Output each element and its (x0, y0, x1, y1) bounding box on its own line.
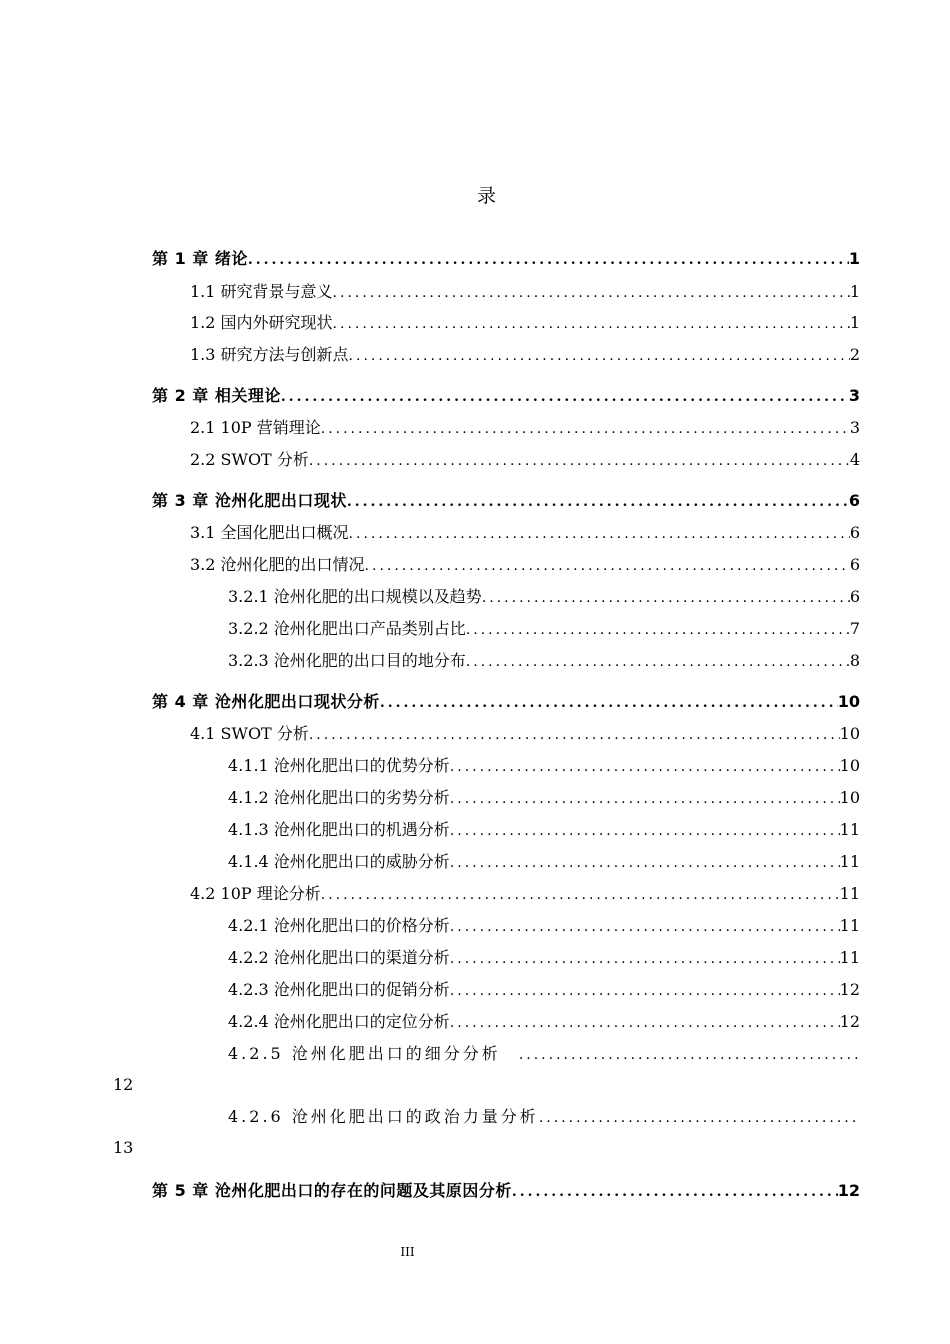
toc-section-4-2[interactable] (190, 882, 860, 906)
dot-leader (450, 819, 840, 842)
toc-label: 2.2 SWOT 分析 (190, 450, 309, 469)
toc-label: 3.2.2 沧州化肥出口产品类别占比 (228, 619, 466, 638)
toc-page-number: 3 (849, 418, 860, 437)
toc-label: 1.3 研究方法与创新点 (190, 345, 349, 364)
dot-leader (365, 554, 850, 577)
toc-label: 1.2 国内外研究现状 (190, 313, 333, 332)
toc-chapter-2[interactable] (152, 384, 860, 408)
toc-section-3-1[interactable] (190, 521, 860, 545)
toc-label: 4.2.1 沧州化肥出口的价格分析 (228, 916, 450, 935)
toc-page-number: 1 (848, 249, 860, 268)
toc-label: 1.1 研究背景与意义 (190, 282, 333, 301)
dot-leader (450, 979, 840, 1002)
toc-page-number: 6 (849, 555, 860, 574)
toc-subsection-4-1-4[interactable] (228, 850, 860, 874)
dot-leader (450, 947, 840, 970)
toc-page-number: 6 (849, 523, 860, 542)
dot-leader (466, 618, 850, 641)
dot-leader (309, 449, 850, 472)
dot-leader (450, 915, 840, 938)
toc-subsection-3-2-1[interactable] (228, 585, 860, 609)
toc-page-number: 11 (839, 884, 860, 903)
toc-section-1-1[interactable] (190, 280, 860, 304)
toc-label: 第 1 章 绪论 (152, 249, 248, 268)
toc-page-number: 10 (837, 692, 860, 711)
toc-page-number: 10 (839, 788, 860, 807)
toc-label: 4.1.3 沧州化肥出口的机遇分析 (228, 820, 450, 839)
dot-leader (519, 1043, 860, 1066)
toc-section-1-3[interactable] (190, 343, 860, 367)
toc-page-number: 11 (839, 916, 860, 935)
dot-leader (321, 883, 840, 906)
toc-page-number: 11 (839, 948, 860, 967)
toc-subsection-4-2-2[interactable] (228, 946, 860, 970)
toc-subsection-4-2-4[interactable] (228, 1010, 860, 1034)
toc-page-number: 11 (839, 852, 860, 871)
dot-leader (333, 281, 850, 304)
toc-page-number: 12 (839, 980, 860, 999)
toc-page-number: 10 (839, 756, 860, 775)
toc-label: 3.2.3 沧州化肥的出口目的地分布 (228, 651, 466, 670)
toc-page-number: 3 (848, 386, 860, 405)
toc-chapter-3[interactable] (152, 489, 860, 513)
toc-subsection-4-2-1[interactable] (228, 914, 860, 938)
toc-label: 4.2 10P 理论分析 (190, 884, 321, 903)
toc-chapter-1[interactable] (152, 247, 860, 271)
toc-label: 4.2.2 沧州化肥出口的渠道分析 (228, 948, 450, 967)
toc-label: 4.1.4 沧州化肥出口的威胁分析 (228, 852, 450, 871)
toc-label: 第 3 章 沧州化肥出口现状 (152, 491, 347, 510)
dot-leader (349, 522, 850, 545)
toc-page-number: 6 (849, 587, 860, 606)
dot-leader (333, 312, 850, 335)
toc-section-1-2[interactable] (190, 311, 860, 335)
toc-page-number: 11 (839, 820, 860, 839)
toc-subsection-4-1-2[interactable] (228, 786, 860, 810)
toc-label: 4.1.1 沧州化肥出口的优势分析 (228, 756, 450, 775)
toc-section-3-2[interactable] (190, 553, 860, 577)
dot-leader (466, 650, 850, 673)
toc-label: 3.2.1 沧州化肥的出口规模以及趋势 (228, 587, 482, 606)
toc-page-number: 4 (849, 450, 860, 469)
toc-label: 2.1 10P 营销理论 (190, 418, 321, 437)
toc-subsection-4-1-1[interactable] (228, 754, 860, 778)
dot-leader (450, 851, 840, 874)
dot-leader (450, 755, 840, 778)
toc-section-2-2[interactable] (190, 448, 860, 472)
toc-page-number: 1 (849, 282, 860, 301)
toc-page-number: 8 (849, 651, 860, 670)
dot-leader (482, 586, 850, 609)
toc-label: 第 4 章 沧州化肥出口现状分析 (152, 692, 380, 711)
dot-leader (281, 385, 849, 408)
toc-chapter-4[interactable] (152, 690, 860, 714)
footer-page-number: III (400, 1245, 415, 1259)
toc-label: 4.2.5 沧州化肥出口的细分分析 (228, 1044, 501, 1063)
toc-subsection-3-2-2[interactable] (228, 617, 860, 641)
toc-label: 4.1.2 沧州化肥出口的劣势分析 (228, 788, 450, 807)
toc-subsection-4-2-3[interactable] (228, 978, 860, 1002)
toc-page-number: 12 (837, 1181, 860, 1200)
toc-section-4-1[interactable] (190, 722, 860, 746)
dot-leader (349, 344, 850, 367)
dot-leader (450, 787, 840, 810)
toc-subsection-4-2-5[interactable] (228, 1042, 860, 1066)
toc-label: 4.1 SWOT 分析 (190, 724, 309, 743)
dot-leader (347, 490, 849, 513)
toc-page-number: 10 (839, 724, 860, 743)
toc-chapter-5[interactable] (152, 1179, 860, 1203)
toc-label: 3.1 全国化肥出口概况 (190, 523, 349, 542)
dot-leader (380, 691, 838, 714)
dot-leader (512, 1180, 838, 1203)
toc-label: 4.2.3 沧州化肥出口的促销分析 (228, 980, 450, 999)
toc-page-number-wrapped: 12 (113, 1075, 134, 1094)
toc-section-2-1[interactable] (190, 416, 860, 440)
toc-label: 第 2 章 相关理论 (152, 386, 281, 405)
toc-subsection-3-2-3[interactable] (228, 649, 860, 673)
toc-label: 第 5 章 沧州化肥出口的存在的问题及其原因分析 (152, 1181, 512, 1200)
dot-leader (309, 723, 840, 746)
toc-page-number-wrapped: 13 (113, 1138, 134, 1157)
toc-page-number: 1 (849, 313, 860, 332)
dot-leader (539, 1106, 860, 1129)
dot-leader (450, 1011, 840, 1034)
dot-leader (248, 248, 849, 271)
page-title: 录 (476, 185, 496, 207)
toc-label: 3.2 沧州化肥的出口情况 (190, 555, 365, 574)
toc-label: 4.2.6 沧州化肥出口的政治力量分析 (228, 1107, 539, 1126)
dot-leader (321, 417, 850, 440)
toc-page-number: 2 (849, 345, 860, 364)
toc-page-number: 7 (849, 619, 860, 638)
toc-subsection-4-1-3[interactable] (228, 818, 860, 842)
toc-subsection-4-2-6[interactable] (228, 1105, 860, 1129)
toc-page-number: 12 (839, 1012, 860, 1031)
toc-label: 4.2.4 沧州化肥出口的定位分析 (228, 1012, 450, 1031)
toc-page-number: 6 (848, 491, 860, 510)
